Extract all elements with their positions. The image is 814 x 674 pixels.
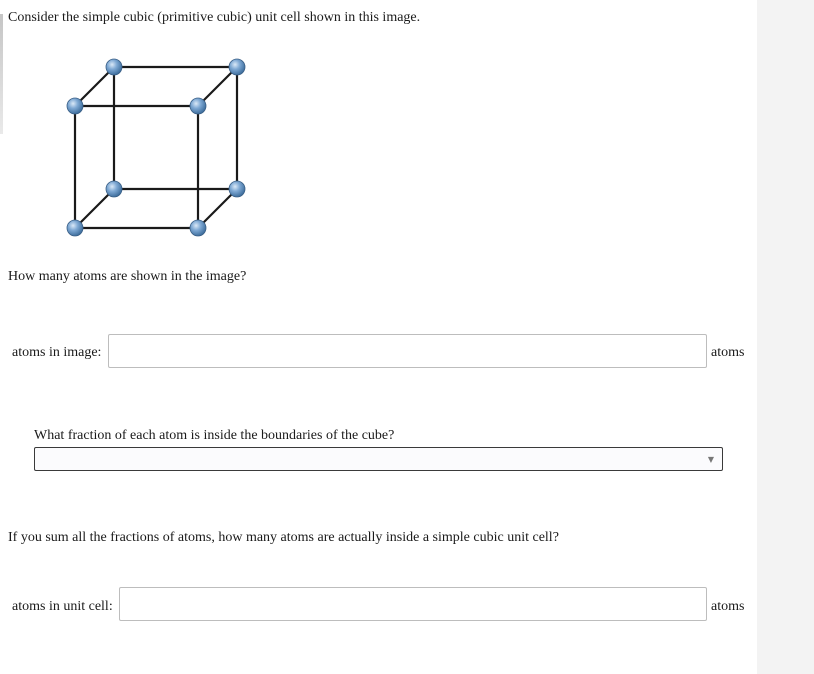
intro-text: Consider the simple cubic (primitive cubic) unit cell shown in this image. <box>8 10 421 25</box>
chevron-down-icon: ▼ <box>707 455 714 464</box>
atom <box>67 220 83 236</box>
question-atom-fraction: What fraction of each atom is inside the boundaries of the cube? <box>34 428 395 443</box>
cube-edges <box>75 67 237 228</box>
question-atoms-in-cell: If you sum all the fractions of atoms, how many atoms are actually inside a simple cubic unit cell? <box>8 530 559 545</box>
atom <box>229 181 245 197</box>
atom <box>229 59 245 75</box>
atom <box>190 98 206 114</box>
simple-cubic-unit-cell-figure <box>60 54 260 244</box>
atom <box>190 220 206 236</box>
atoms-in-image-input[interactable] <box>108 334 707 368</box>
left-edge-marker <box>0 14 3 134</box>
atom <box>106 181 122 197</box>
right-side-panel <box>757 0 814 674</box>
atom <box>67 98 83 114</box>
atoms-in-image-unit: atoms <box>711 345 745 360</box>
atoms-in-unit-cell-unit: atoms <box>711 599 745 614</box>
atoms-in-unit-cell-label: atoms in unit cell: <box>12 599 113 614</box>
question-atoms-shown: How many atoms are shown in the image? <box>8 269 247 284</box>
atoms-in-image-label: atoms in image: <box>12 345 102 360</box>
atoms-in-unit-cell-input[interactable] <box>119 587 707 621</box>
atom <box>106 59 122 75</box>
atom-fraction-dropdown[interactable] <box>34 447 723 471</box>
